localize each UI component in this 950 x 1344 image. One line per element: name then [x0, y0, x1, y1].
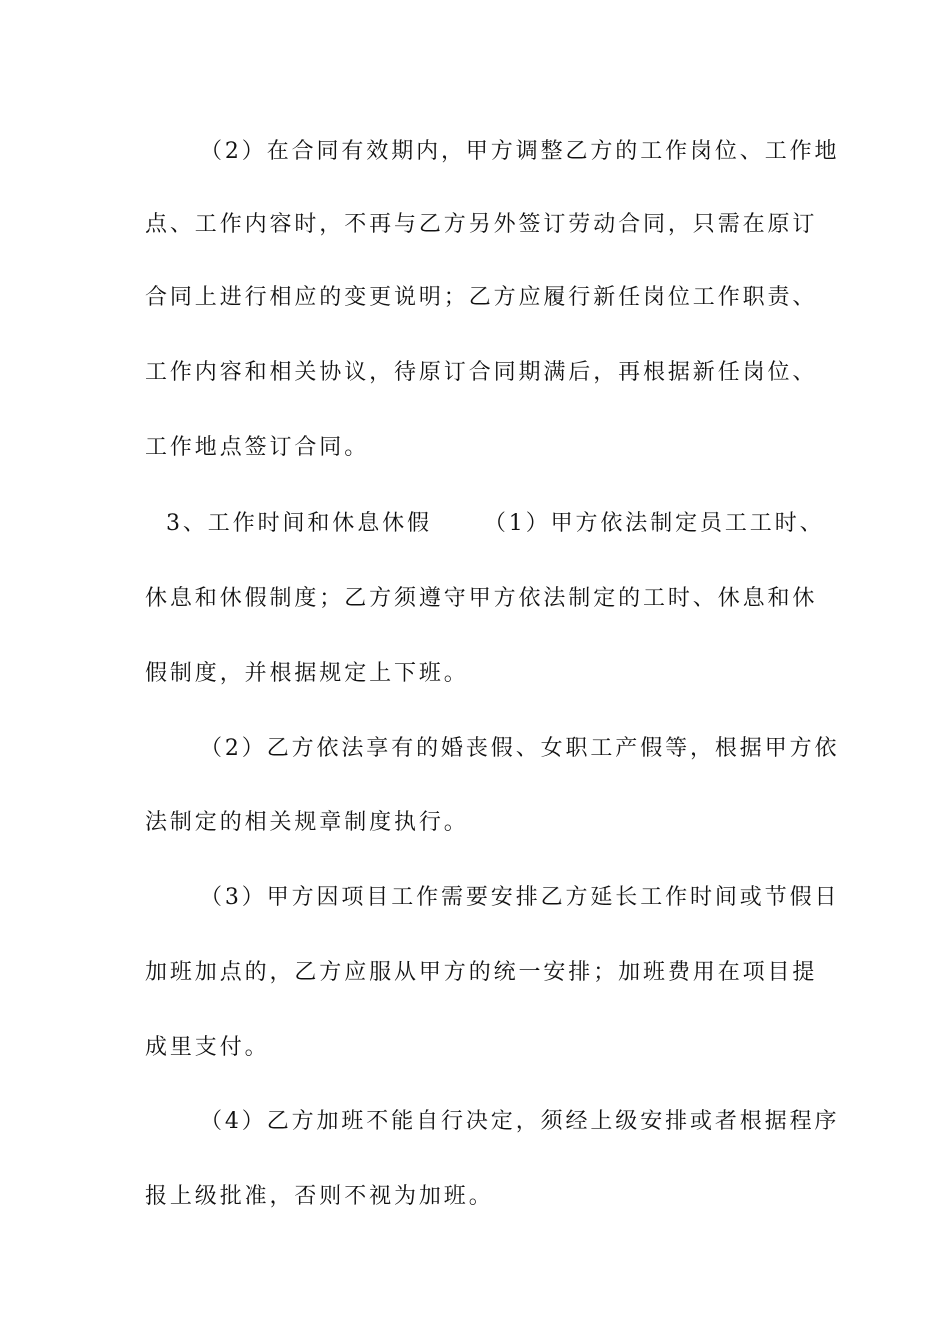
paragraph-3-line-1: （2）乙方依法享有的婚丧假、女职工产假等，根据甲方依 — [200, 736, 840, 761]
paragraph-1-line-1: （2）在合同有效期内，甲方调整乙方的工作岗位、工作地 — [200, 139, 840, 164]
paragraph-4-line-1: （3）甲方因项目工作需要安排乙方延长工作时间或节假日 — [200, 885, 840, 910]
paragraph-4-line-2: 加班加点的，乙方应服从甲方的统一安排；加班费用在项目提 — [145, 960, 818, 985]
paragraph-1-line-5: 工作地点签订合同。 — [145, 435, 370, 460]
paragraph-3-line-2: 法制定的相关规章制度执行。 — [145, 810, 469, 835]
paragraph-1-line-4: 工作内容和相关协议，待原订合同期满后，再根据新任岗位、 — [145, 360, 818, 385]
paragraph-5-line-1: （4）乙方加班不能自行决定，须经上级安排或者根据程序 — [200, 1109, 840, 1134]
section-heading: 3、工作时间和休息休假 — [166, 511, 432, 536]
section-heading-line — [166, 506, 825, 542]
paragraph-5-line-2: 报上级批准，否则不视为加班。 — [145, 1184, 494, 1209]
paragraph-1-line-2: 点、工作内容时，不再与乙方另外签订劳动合同，只需在原订 — [145, 212, 818, 237]
paragraph-2-line-1: （1）甲方依法制定员工工时、 — [483, 511, 825, 536]
paragraph-4-line-3: 成里支付。 — [145, 1035, 270, 1060]
paragraph-2-line-3: 假制度，并根据规定上下班。 — [145, 661, 469, 686]
paragraph-2-line-2: 休息和休假制度；乙方须遵守甲方依法制定的工时、休息和休 — [145, 586, 818, 611]
paragraph-1-line-3: 合同上进行相应的变更说明；乙方应履行新任岗位工作职责、 — [145, 285, 818, 310]
